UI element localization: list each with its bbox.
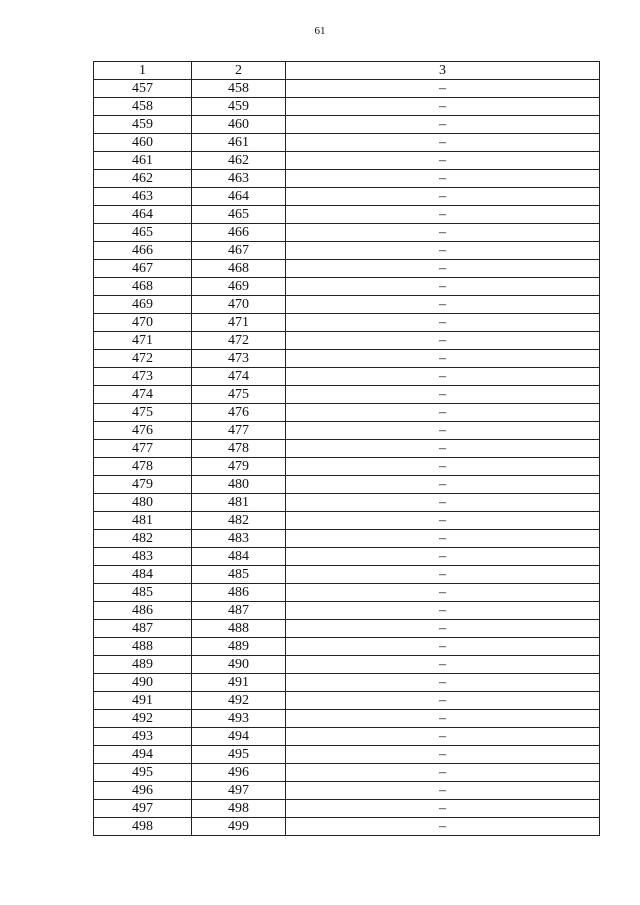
table-cell-col-1: 494 (94, 746, 192, 764)
table-cell-col-2: 499 (192, 818, 286, 836)
table-cell-col-2: 473 (192, 350, 286, 368)
table-row (94, 800, 600, 818)
table-row (94, 458, 600, 476)
page-number: 61 (314, 25, 326, 37)
column-header-3: 3 (286, 62, 600, 80)
table-cell-col-2: 471 (192, 314, 286, 332)
table-cell-col-3: – (286, 566, 600, 584)
column-header-1: 1 (94, 62, 192, 80)
table-cell-col-1: 489 (94, 656, 192, 674)
table-cell-col-3: – (286, 746, 600, 764)
table-cell-col-3: – (286, 512, 600, 530)
table-cell-col-3: – (286, 728, 600, 746)
table-cell-col-2: 476 (192, 404, 286, 422)
table-row (94, 296, 600, 314)
table-cell-col-1: 469 (94, 296, 192, 314)
table-cell-col-1: 486 (94, 602, 192, 620)
table-row (94, 224, 600, 242)
table-row (94, 404, 600, 422)
table-cell-col-3: – (286, 152, 600, 170)
table-cell-col-2: 477 (192, 422, 286, 440)
table-cell-col-1: 484 (94, 566, 192, 584)
table-cell-col-3: – (286, 314, 600, 332)
table-row (94, 116, 600, 134)
table-cell-col-2: 489 (192, 638, 286, 656)
table-cell-col-3: – (286, 620, 600, 638)
table-row (94, 260, 600, 278)
table-cell-col-1: 462 (94, 170, 192, 188)
table-cell-col-2: 479 (192, 458, 286, 476)
table-cell-col-2: 482 (192, 512, 286, 530)
table-cell-col-3: – (286, 260, 600, 278)
table-row (94, 566, 600, 584)
table-row (94, 350, 600, 368)
table-cell-col-1: 471 (94, 332, 192, 350)
data-table (93, 61, 600, 836)
table-cell-col-2: 462 (192, 152, 286, 170)
table-cell-col-2: 487 (192, 602, 286, 620)
table-row (94, 440, 600, 458)
table-cell-col-3: – (286, 350, 600, 368)
table-cell-col-1: 461 (94, 152, 192, 170)
table-cell-col-1: 468 (94, 278, 192, 296)
table-row (94, 368, 600, 386)
table-cell-col-2: 492 (192, 692, 286, 710)
table-row (94, 602, 600, 620)
table-cell-col-1: 490 (94, 674, 192, 692)
table-cell-col-1: 488 (94, 638, 192, 656)
table-cell-col-1: 491 (94, 692, 192, 710)
table-cell-col-1: 497 (94, 800, 192, 818)
table-cell-col-1: 492 (94, 710, 192, 728)
table-row (94, 782, 600, 800)
table-cell-col-3: – (286, 134, 600, 152)
table-cell-col-2: 480 (192, 476, 286, 494)
table-cell-col-2: 470 (192, 296, 286, 314)
table-row (94, 674, 600, 692)
table-row (94, 656, 600, 674)
table-cell-col-3: – (286, 116, 600, 134)
table-cell-col-3: – (286, 818, 600, 836)
table-row (94, 206, 600, 224)
table-cell-col-2: 478 (192, 440, 286, 458)
table-cell-col-3: – (286, 692, 600, 710)
table-cell-col-3: – (286, 404, 600, 422)
table-cell-col-2: 497 (192, 782, 286, 800)
table-cell-col-3: – (286, 440, 600, 458)
table-cell-col-2: 486 (192, 584, 286, 602)
table-cell-col-1: 463 (94, 188, 192, 206)
table-cell-col-1: 464 (94, 206, 192, 224)
table-row (94, 692, 600, 710)
table-cell-col-1: 478 (94, 458, 192, 476)
table-cell-col-2: 465 (192, 206, 286, 224)
table-cell-col-3: – (286, 800, 600, 818)
table-row (94, 746, 600, 764)
table-row (94, 728, 600, 746)
table-cell-col-2: 469 (192, 278, 286, 296)
table-cell-col-2: 488 (192, 620, 286, 638)
table-cell-col-1: 483 (94, 548, 192, 566)
table-cell-col-1: 493 (94, 728, 192, 746)
table-cell-col-2: 494 (192, 728, 286, 746)
table-cell-col-3: – (286, 638, 600, 656)
table-row (94, 422, 600, 440)
table-cell-col-1: 482 (94, 530, 192, 548)
table-cell-col-3: – (286, 530, 600, 548)
table-cell-col-3: – (286, 494, 600, 512)
table-cell-col-2: 464 (192, 188, 286, 206)
table-cell-col-1: 487 (94, 620, 192, 638)
table-row (94, 512, 600, 530)
table-cell-col-1: 473 (94, 368, 192, 386)
table-cell-col-1: 475 (94, 404, 192, 422)
table-cell-col-2: 461 (192, 134, 286, 152)
table-cell-col-3: – (286, 782, 600, 800)
table-cell-col-1: 498 (94, 818, 192, 836)
table-cell-col-3: – (286, 224, 600, 242)
table-cell-col-3: – (286, 296, 600, 314)
table-cell-col-2: 491 (192, 674, 286, 692)
table-row (94, 710, 600, 728)
table-row (94, 530, 600, 548)
table-row (94, 818, 600, 836)
table-row (94, 476, 600, 494)
table-cell-col-1: 466 (94, 242, 192, 260)
table-cell-col-2: 490 (192, 656, 286, 674)
table-cell-col-1: 457 (94, 80, 192, 98)
table-cell-col-2: 481 (192, 494, 286, 512)
table-row (94, 314, 600, 332)
table-cell-col-3: – (286, 206, 600, 224)
table-cell-col-3: – (286, 602, 600, 620)
table-cell-col-2: 460 (192, 116, 286, 134)
table-cell-col-2: 485 (192, 566, 286, 584)
table-cell-col-1: 458 (94, 98, 192, 116)
table-cell-col-2: 472 (192, 332, 286, 350)
table-cell-col-3: – (286, 656, 600, 674)
header-row (94, 62, 600, 80)
table-row (94, 386, 600, 404)
table-cell-col-2: 459 (192, 98, 286, 116)
table-row (94, 584, 600, 602)
table-cell-col-2: 468 (192, 260, 286, 278)
table-row (94, 638, 600, 656)
table-cell-col-1: 485 (94, 584, 192, 602)
table-row (94, 332, 600, 350)
table-cell-col-3: – (286, 674, 600, 692)
table-cell-col-3: – (286, 98, 600, 116)
table-cell-col-1: 470 (94, 314, 192, 332)
table-cell-col-3: – (286, 242, 600, 260)
table-cell-col-2: 484 (192, 548, 286, 566)
table-cell-col-1: 476 (94, 422, 192, 440)
table-cell-col-1: 472 (94, 350, 192, 368)
table-cell-col-1: 496 (94, 782, 192, 800)
table-row (94, 170, 600, 188)
table-cell-col-2: 483 (192, 530, 286, 548)
table-row (94, 620, 600, 638)
table-cell-col-2: 496 (192, 764, 286, 782)
table-row (94, 134, 600, 152)
table-cell-col-3: – (286, 584, 600, 602)
table-cell-col-3: – (286, 332, 600, 350)
table-cell-col-1: 477 (94, 440, 192, 458)
table-cell-col-3: – (286, 476, 600, 494)
table-cell-col-2: 463 (192, 170, 286, 188)
table-row (94, 764, 600, 782)
column-header-2: 2 (192, 62, 286, 80)
table-cell-col-2: 493 (192, 710, 286, 728)
table-cell-col-3: – (286, 278, 600, 296)
table-cell-col-3: – (286, 458, 600, 476)
table-row (94, 278, 600, 296)
table-cell-col-3: – (286, 80, 600, 98)
table-cell-col-2: 458 (192, 80, 286, 98)
table-cell-col-2: 495 (192, 746, 286, 764)
table-row (94, 98, 600, 116)
table-row (94, 494, 600, 512)
table-cell-col-1: 465 (94, 224, 192, 242)
table-cell-col-1: 479 (94, 476, 192, 494)
table-row (94, 188, 600, 206)
table-cell-col-1: 467 (94, 260, 192, 278)
table-cell-col-3: – (286, 170, 600, 188)
table-cell-col-2: 475 (192, 386, 286, 404)
table-row (94, 80, 600, 98)
table-row (94, 548, 600, 566)
table-cell-col-3: – (286, 548, 600, 566)
table-cell-col-1: 495 (94, 764, 192, 782)
table-cell-col-3: – (286, 386, 600, 404)
table-header (94, 62, 600, 80)
table-cell-col-1: 481 (94, 512, 192, 530)
table-cell-col-1: 460 (94, 134, 192, 152)
table-cell-col-3: – (286, 764, 600, 782)
table-cell-col-3: – (286, 368, 600, 386)
table-cell-col-3: – (286, 188, 600, 206)
table-cell-col-1: 459 (94, 116, 192, 134)
table-cell-col-2: 467 (192, 242, 286, 260)
table-cell-col-1: 480 (94, 494, 192, 512)
table-cell-col-3: – (286, 422, 600, 440)
table-row (94, 242, 600, 260)
table-cell-col-2: 498 (192, 800, 286, 818)
table-body (94, 80, 600, 836)
table-row (94, 152, 600, 170)
table-cell-col-3: – (286, 710, 600, 728)
table-cell-col-2: 474 (192, 368, 286, 386)
table-cell-col-2: 466 (192, 224, 286, 242)
table-cell-col-1: 474 (94, 386, 192, 404)
